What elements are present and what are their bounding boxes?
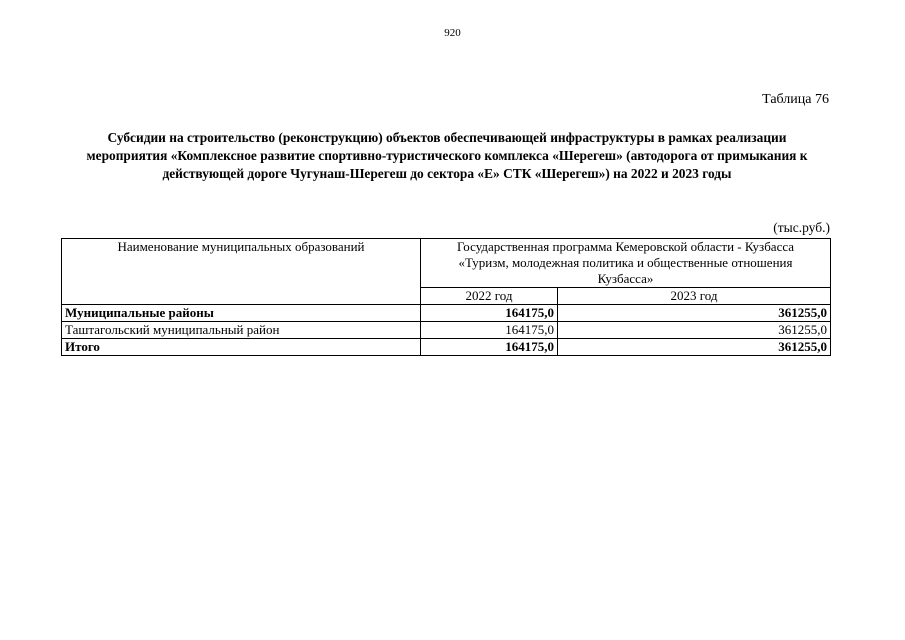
page-number: 920 <box>444 27 461 39</box>
header-program-line: Кузбасса» <box>597 271 654 286</box>
row-value-2022: 164175,0 <box>421 305 558 322</box>
row-name: Муниципальные районы <box>62 305 421 322</box>
header-year-2022: 2022 год <box>421 288 558 305</box>
title-line: Субсидии на строительство (реконструкцию) объектов обеспечивающей инфраструктуры в рамках реализации <box>107 130 787 145</box>
row-value-2022: 164175,0 <box>421 339 558 356</box>
table-header-row <box>62 239 831 288</box>
row-value-2023: 361255,0 <box>558 322 831 339</box>
header-municipality-name: Наименование муниципальных образований <box>62 239 421 305</box>
table-row-total <box>62 339 831 356</box>
header-program <box>421 239 831 288</box>
header-year-2023: 2023 год <box>558 288 831 305</box>
row-value-2023: 361255,0 <box>558 339 831 356</box>
row-name: Итого <box>62 339 421 356</box>
row-name: Таштагольский муниципальный район <box>62 322 421 339</box>
header-program-line: Государственная программа Кемеровской области - Кузбасса <box>456 239 795 254</box>
table-row <box>62 305 831 322</box>
subsidy-table <box>61 238 831 356</box>
units-label: (тыс.руб.) <box>773 220 830 235</box>
row-value-2022: 164175,0 <box>421 322 558 339</box>
table-row <box>62 322 831 339</box>
header-program-line: «Туризм, молодежная политика и общественные отношения <box>458 255 793 270</box>
title-line: мероприятия «Комплексное развитие спортивно-туристического комплекса «Шерегеш» (автодорога от примыкания к <box>86 148 808 163</box>
document-title <box>62 129 832 183</box>
row-value-2023: 361255,0 <box>558 305 831 322</box>
table-label: Таблица 76 <box>762 92 829 107</box>
title-line: действующей дороге Чугунаш-Шерегеш до сектора «Е» СТК «Шерегеш») на 2022 и 2023 годы <box>162 166 732 181</box>
